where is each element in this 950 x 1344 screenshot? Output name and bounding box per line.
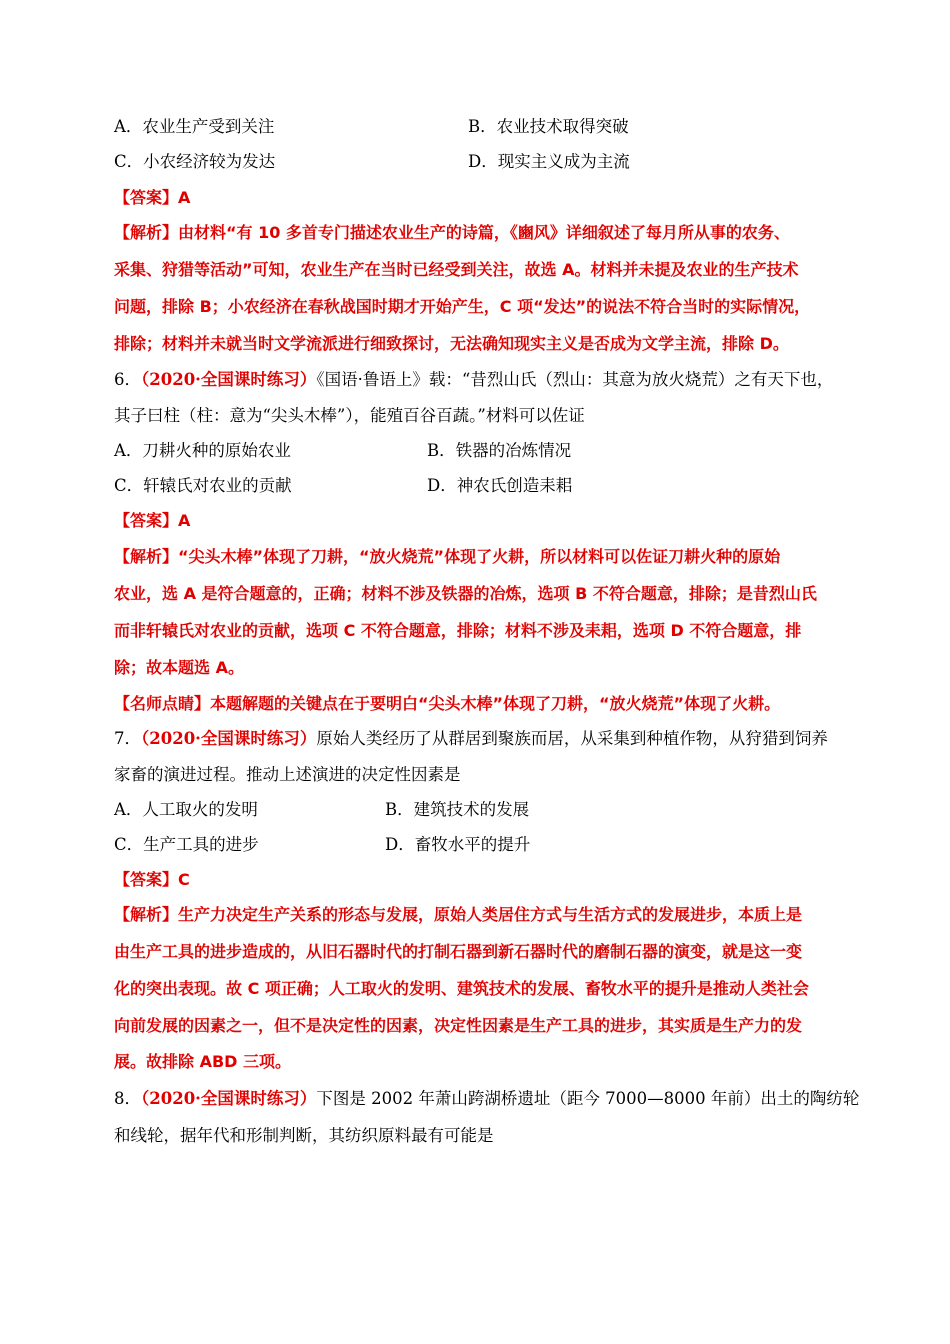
q8-number: 8． <box>114 1089 141 1108</box>
q7-analysis-line: 向前发展的因素之一，但不是决定性的因素，决定性因素是生产工具的进步，其实质是生产力的发 <box>114 1016 803 1035</box>
q7-stem-line2: 家畜的演进过程。推动上述演进的决定性因素是 <box>114 765 461 784</box>
q7-analysis-line: 由生产工具的进步造成的，从旧石器时代的打制石器到新石器时代的磨制石器的演变，就是这一变 <box>114 942 803 961</box>
q5-analysis-line: 排除；材料并未就当时文学流派进行细致探讨，无法确知现实主义是否成为文学主流，排除 D。 <box>114 334 789 353</box>
q6-answer: 【答案】A <box>114 511 191 530</box>
q6-number: 6． <box>114 370 141 389</box>
q6-option-c: C．轩辕氏对农业的贡献 <box>114 476 292 495</box>
q5-option-d: D．现实主义成为主流 <box>468 152 630 171</box>
q5-answer: 【答案】A <box>114 188 191 207</box>
q7-stem <box>114 729 828 749</box>
q5-option-c: C．小农经济较为发达 <box>114 152 276 171</box>
q7-option-b: B．建筑技术的发展 <box>385 800 530 819</box>
q6-stem-text: 《国语·鲁语上》载：“昔烈山氏（烈山：其意为放火烧荒）之有天下也， <box>316 370 834 389</box>
q6-option-b: B．铁器的冶炼情况 <box>427 441 572 460</box>
q5-option-b: B．农业技术取得突破 <box>468 117 629 136</box>
q6-option-a: A．刀耕火种的原始农业 <box>114 441 291 460</box>
q6-stem <box>114 370 833 390</box>
q6-analysis-line: 农业，选 A 是符合题意的，正确；材料不涉及铁器的冶炼，选项 B 不符合题意，排除；是昔烈山氏 <box>114 584 817 603</box>
q7-analysis-line: 展。故排除 ABD 三项。 <box>114 1052 292 1071</box>
q5-analysis-line: 问题，排除 B；小农经济在春秋战国时期才开始产生，C 项“发达”的说法不符合当时的实际情况， <box>114 297 811 316</box>
q8-stem-text: 下图是 2002 年萧山跨湖桥遗址（距今 7000—8000 年前）出土的陶纺轮 <box>316 1089 860 1108</box>
q7-option-c: C．生产工具的进步 <box>114 835 259 854</box>
q7-analysis-line: 化的突出表现。故 C 项正确；人工取火的发明、建筑技术的发展、畜牧水平的提升是推动人类社会 <box>114 979 809 998</box>
q6-analysis-line: 而非轩辕氏对农业的贡献，选项 C 不符合题意，排除；材料不涉及耒耜，选项 D 不符合题意，排 <box>114 621 802 640</box>
q5-analysis-line: 采集、狩猎等活动”可知，农业生产在当时已经受到关注，故选 A。材料并未提及农业的生产技术 <box>114 260 799 279</box>
q7-analysis-line: 【解析】生产力决定生产关系的形态与发展，原始人类居住方式与生活方式的发展进步，本质上是 <box>114 905 803 924</box>
q7-source: （2020·全国课时练习） <box>141 729 317 748</box>
q6-source: （2020·全国课时练习） <box>141 370 317 389</box>
q8-source: （2020·全国课时练习） <box>141 1089 317 1108</box>
q7-option-d: D．畜牧水平的提升 <box>385 835 531 854</box>
q7-answer: 【答案】C <box>114 870 190 889</box>
q7-stem-text: 原始人类经历了从群居到聚族而居，从采集到种植作物，从狩猎到饲养 <box>316 729 828 748</box>
q5-analysis-line: 【解析】由材料“有 10 多首专门描述农业生产的诗篇，《豳风》详细叙述了每月所从事的农务、 <box>114 223 790 242</box>
q7-number: 7． <box>114 729 141 748</box>
q5-option-a: A．农业生产受到关注 <box>114 117 275 136</box>
q6-option-d: D．神农氏创造耒耜 <box>427 476 573 495</box>
q6-analysis-line: 【解析】“尖头木棒”体现了刀耕，“放火烧荒”体现了火耕，所以材料可以佐证刀耕火种的原始 <box>114 547 781 566</box>
q8-stem <box>114 1089 859 1109</box>
q7-option-a: A．人工取火的发明 <box>114 800 258 819</box>
q8-stem-line2: 和线轮，据年代和形制判断，其纺织原料最有可能是 <box>114 1126 494 1145</box>
q6-stem-line2: 其子曰柱（柱：意为“尖头木棒”），能殖百谷百蔬。”材料可以佐证 <box>114 406 585 425</box>
q6-expert-tip: 【名师点睛】本题解题的关键点在于要明白“尖头木棒”体现了刀耕，“放火烧荒”体现了火耕。 <box>114 694 781 713</box>
q6-analysis-line: 除；故本题选 A。 <box>114 658 244 677</box>
